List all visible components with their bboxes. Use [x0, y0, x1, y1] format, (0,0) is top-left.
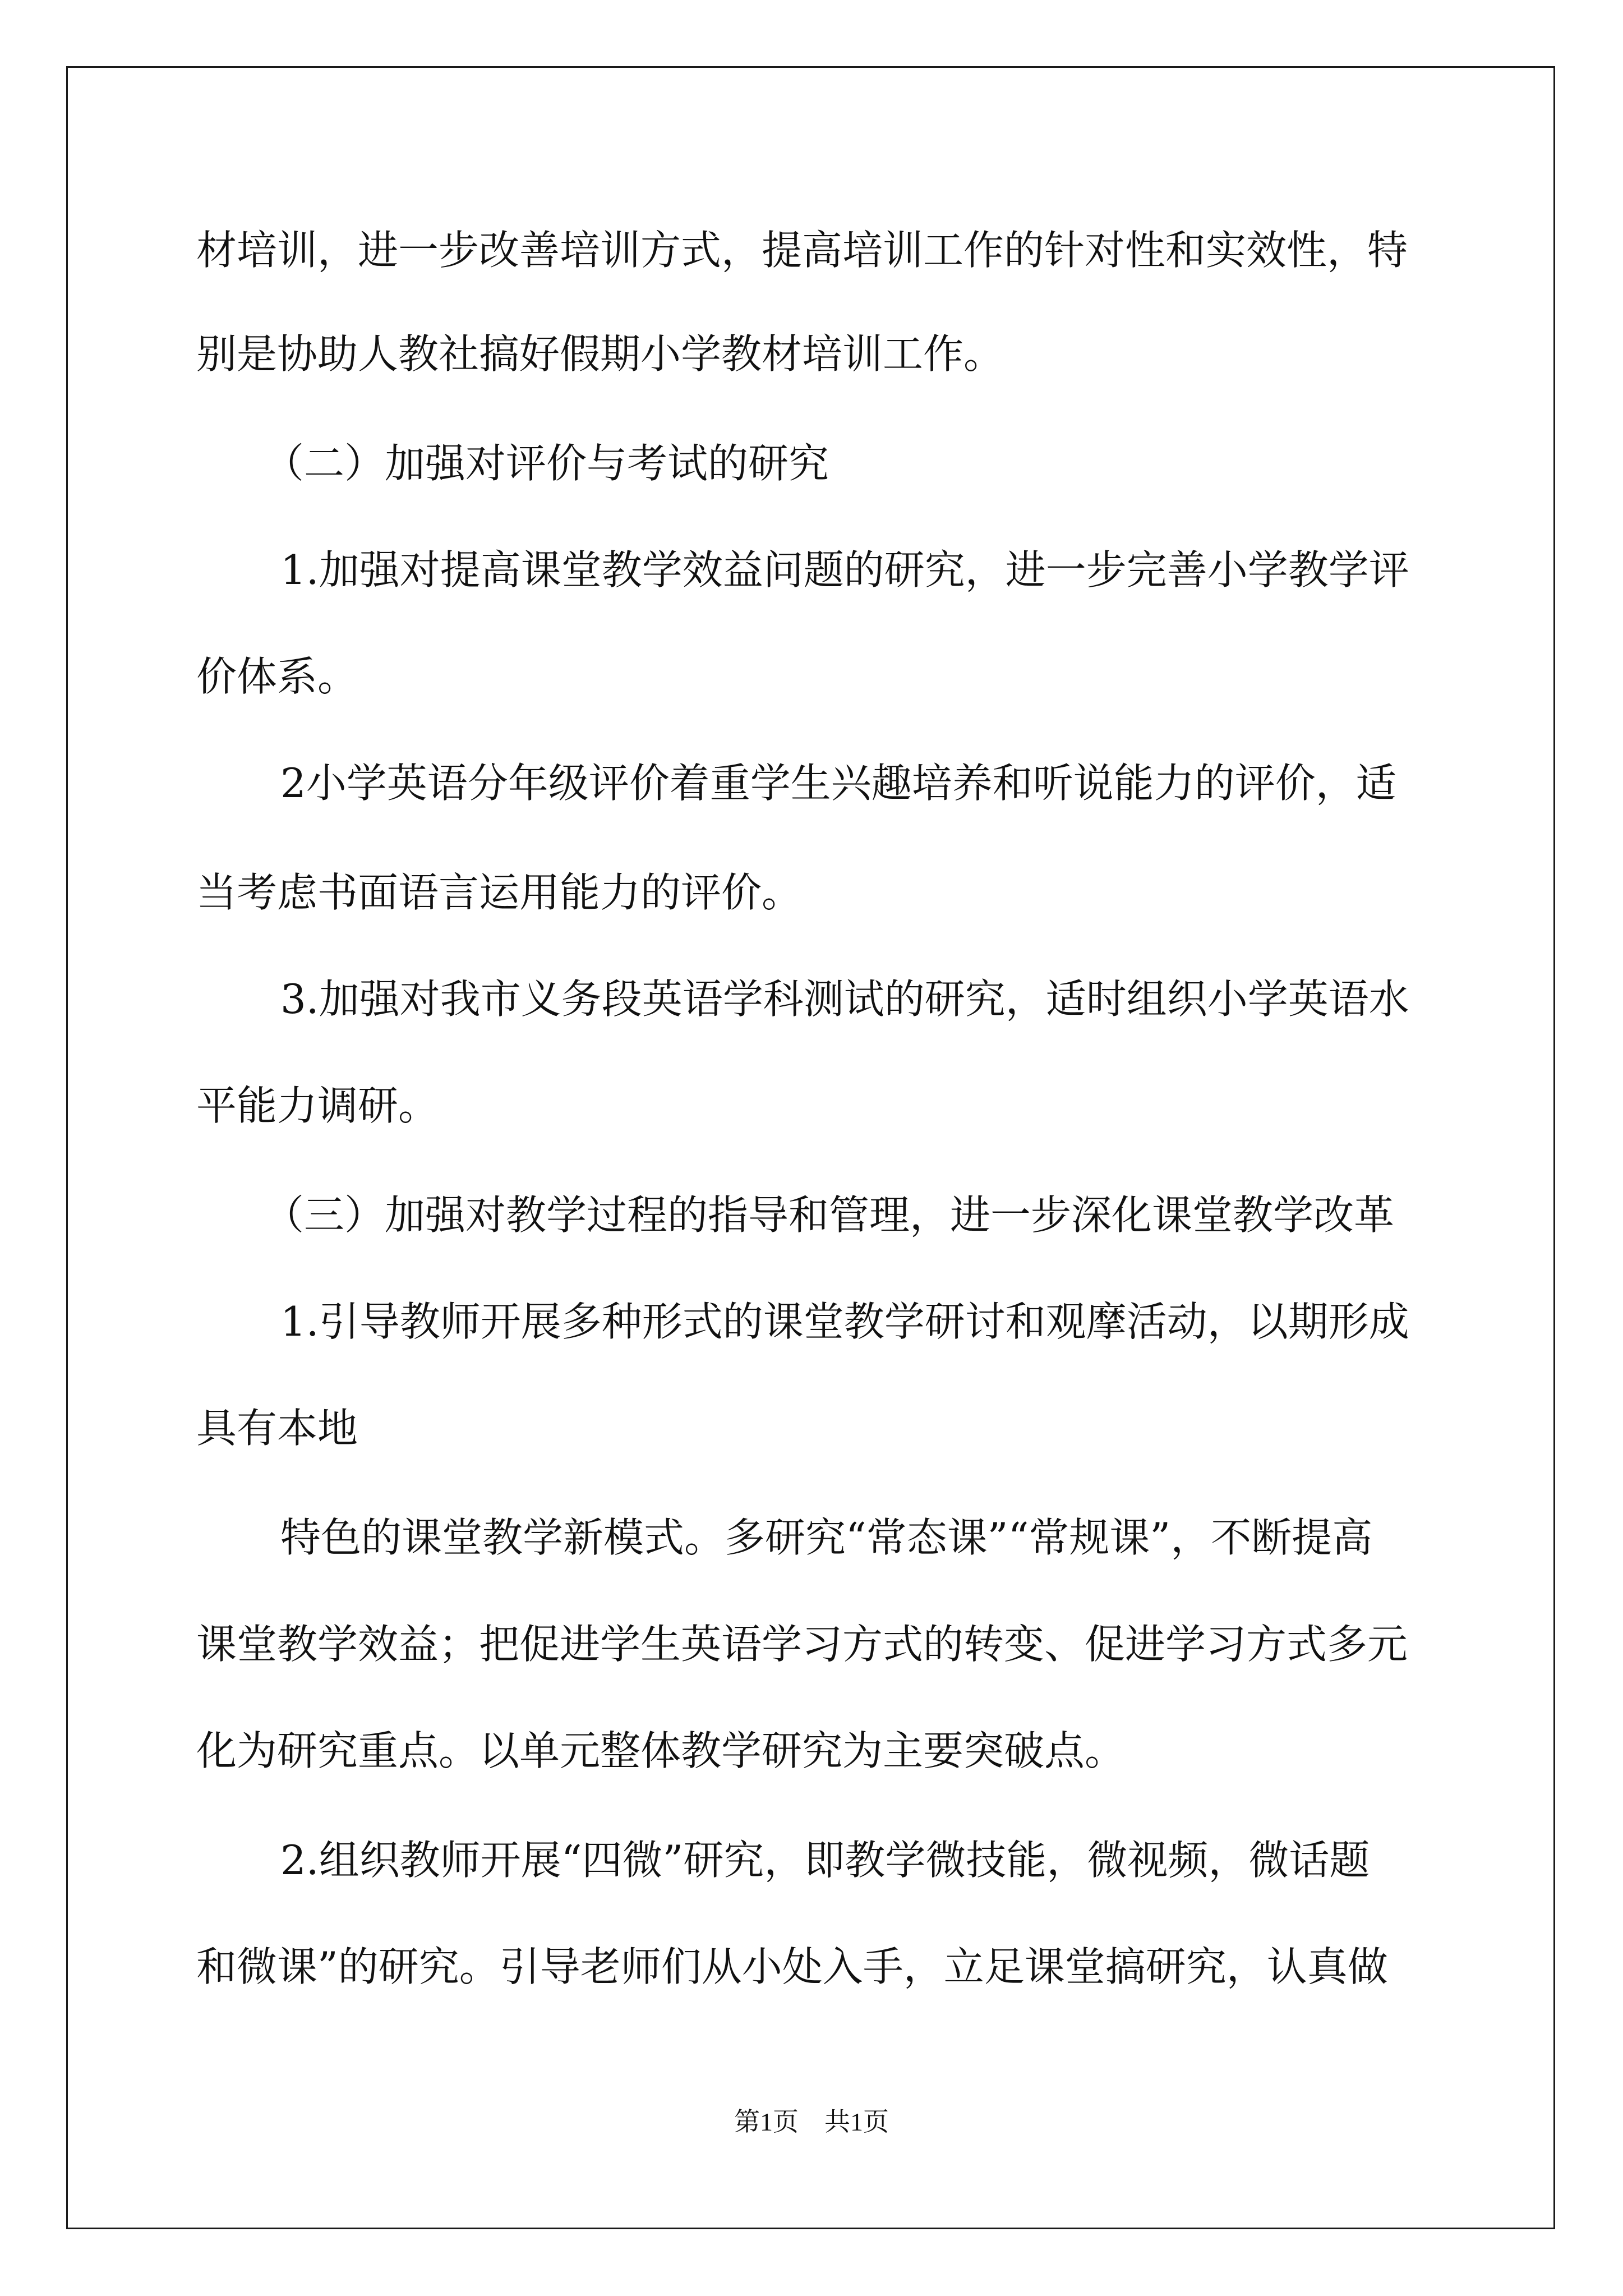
text-line: 2小学英语分年级评价着重学生兴趣培养和听说能力的评价，适	[280, 760, 1396, 807]
text-line: 1.引导教师开展多种形式的课堂教学研讨和观摩活动，以期形成	[280, 1298, 1409, 1345]
page-footer	[0, 2101, 1623, 2138]
text-line: 当考虑书面语言运用能力的评价。	[196, 869, 803, 916]
text-line: 和微课”的研究。引导老师们从小处入手，立足课堂搞研究，认真做	[196, 1943, 1388, 1990]
text-line: 平能力调研。	[196, 1082, 439, 1129]
text-line: 具有本地	[196, 1405, 358, 1452]
text-line: 材培训，进一步改善培训方式，提高培训工作的针对性和实效性，特	[196, 227, 1408, 274]
text-line: 3.加强对我市义务段英语学科测试的研究，适时组织小学英语水	[280, 976, 1409, 1023]
page-border	[66, 66, 1555, 2229]
text-line: 课堂教学效益；把促进学生英语学习方式的转变、促进学习方式多元	[196, 1621, 1408, 1668]
text-line: 特色的课堂教学新模式。多研究“常态课”“常规课”，不断提高	[280, 1514, 1373, 1561]
text-line: 别是协助人教社搞好假期小学教材培训工作。	[196, 330, 1004, 378]
text-line: 2.组织教师开展“四微”研究，即教学微技能，微视频，微话题	[280, 1837, 1370, 1884]
text-line: 价体系。	[196, 653, 358, 700]
page-number-label: 第1页 共1页	[734, 2108, 889, 2136]
section-heading: （三）加强对教学过程的指导和管理，进一步深化课堂教学改革	[264, 1191, 1395, 1239]
text-line: 化为研究重点。以单元整体教学研究为主要突破点。	[196, 1727, 1126, 1774]
section-heading: （二）加强对评价与考试的研究	[264, 440, 829, 487]
text-line: 1.加强对提高课堂教学效益问题的研究，进一步完善小学教学评	[280, 546, 1409, 593]
